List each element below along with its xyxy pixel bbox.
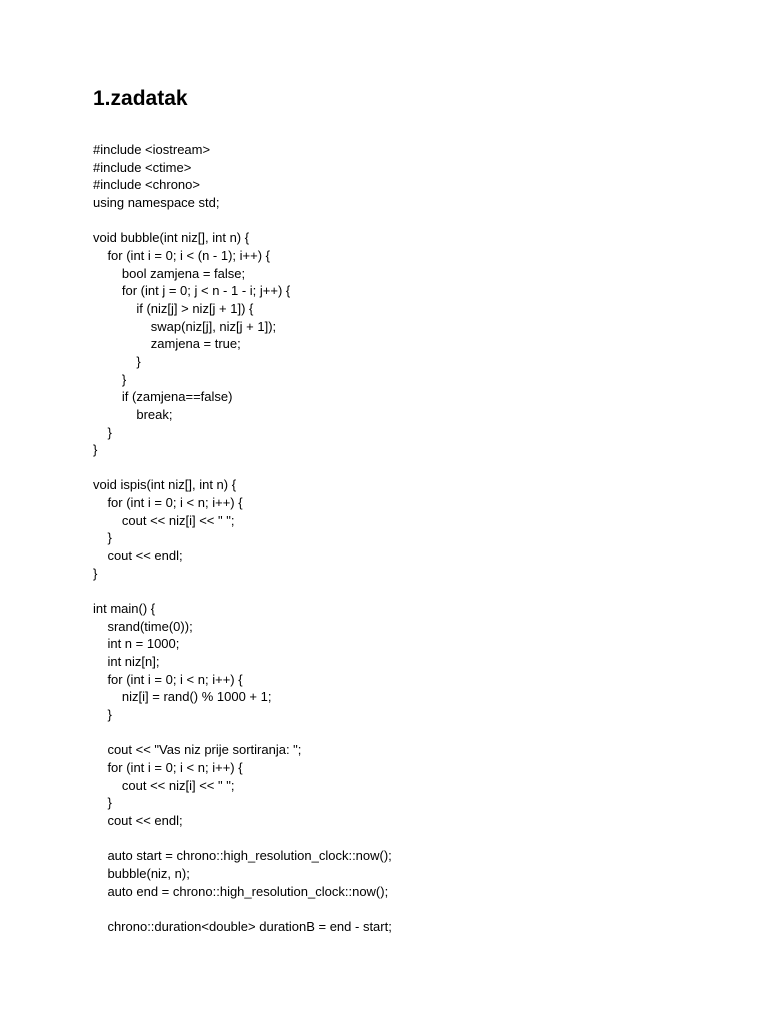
code-line: for (int j = 0; j < n - 1 - i; j++) { bbox=[93, 283, 291, 299]
code-line bbox=[93, 582, 392, 600]
code-line: for (int i = 0; i < (n - 1); i++) { bbox=[93, 247, 271, 263]
code-line: chrono::duration<double> durationB = end - start; bbox=[93, 918, 392, 934]
code-line bbox=[93, 459, 392, 477]
code-line: #include <ctime> bbox=[93, 159, 192, 175]
code-line: break; bbox=[93, 406, 173, 422]
code-line: void ispis(int niz[], int n) { bbox=[93, 477, 237, 493]
code-line: int n = 1000; bbox=[93, 636, 180, 652]
code-line: void bubble(int niz[], int n) { bbox=[93, 230, 250, 246]
code-line: } bbox=[93, 565, 98, 581]
code-line bbox=[93, 724, 392, 742]
code-line: for (int i = 0; i < n; i++) { bbox=[93, 671, 243, 687]
code-line: using namespace std; bbox=[93, 194, 220, 210]
code-line: cout << niz[i] << " "; bbox=[93, 512, 235, 528]
code-line: } bbox=[93, 530, 112, 546]
code-line: auto start = chrono::high_resolution_clock::now(); bbox=[93, 848, 392, 864]
code-line: } bbox=[93, 442, 98, 458]
code-line: cout << "Vas niz prije sortiranja: "; bbox=[93, 742, 302, 758]
code-line: bool zamjena = false; bbox=[93, 265, 246, 281]
code-line: for (int i = 0; i < n; i++) { bbox=[93, 759, 243, 775]
code-line: #include <iostream> bbox=[93, 142, 211, 157]
code-line: if (niz[j] > niz[j + 1]) { bbox=[93, 300, 254, 316]
code-block bbox=[93, 141, 392, 936]
code-line: cout << endl; bbox=[93, 548, 183, 564]
code-line: } bbox=[93, 353, 141, 369]
code-line: bubble(niz, n); bbox=[93, 865, 190, 881]
code-line: } bbox=[93, 424, 112, 440]
code-line: cout << endl; bbox=[93, 812, 183, 828]
code-line: int main() { bbox=[93, 601, 156, 617]
code-line: swap(niz[j], niz[j + 1]); bbox=[93, 318, 277, 334]
code-line bbox=[93, 900, 392, 918]
code-line: #include <chrono> bbox=[93, 177, 200, 193]
code-line bbox=[93, 830, 392, 848]
code-line bbox=[93, 212, 392, 230]
code-line: } bbox=[93, 795, 112, 811]
code-line: for (int i = 0; i < n; i++) { bbox=[93, 495, 243, 511]
document-title: 1.zadatak bbox=[93, 87, 188, 110]
code-line: niz[i] = rand() % 1000 + 1; bbox=[93, 689, 272, 705]
code-line: } bbox=[93, 371, 127, 387]
code-line: auto end = chrono::high_resolution_clock::now(); bbox=[93, 883, 389, 899]
code-line: int niz[n]; bbox=[93, 654, 160, 670]
code-line: srand(time(0)); bbox=[93, 618, 193, 634]
code-line: if (zamjena==false) bbox=[93, 389, 233, 405]
code-line: } bbox=[93, 707, 112, 722]
code-line: cout << niz[i] << " "; bbox=[93, 777, 235, 793]
code-line: zamjena = true; bbox=[93, 336, 241, 352]
